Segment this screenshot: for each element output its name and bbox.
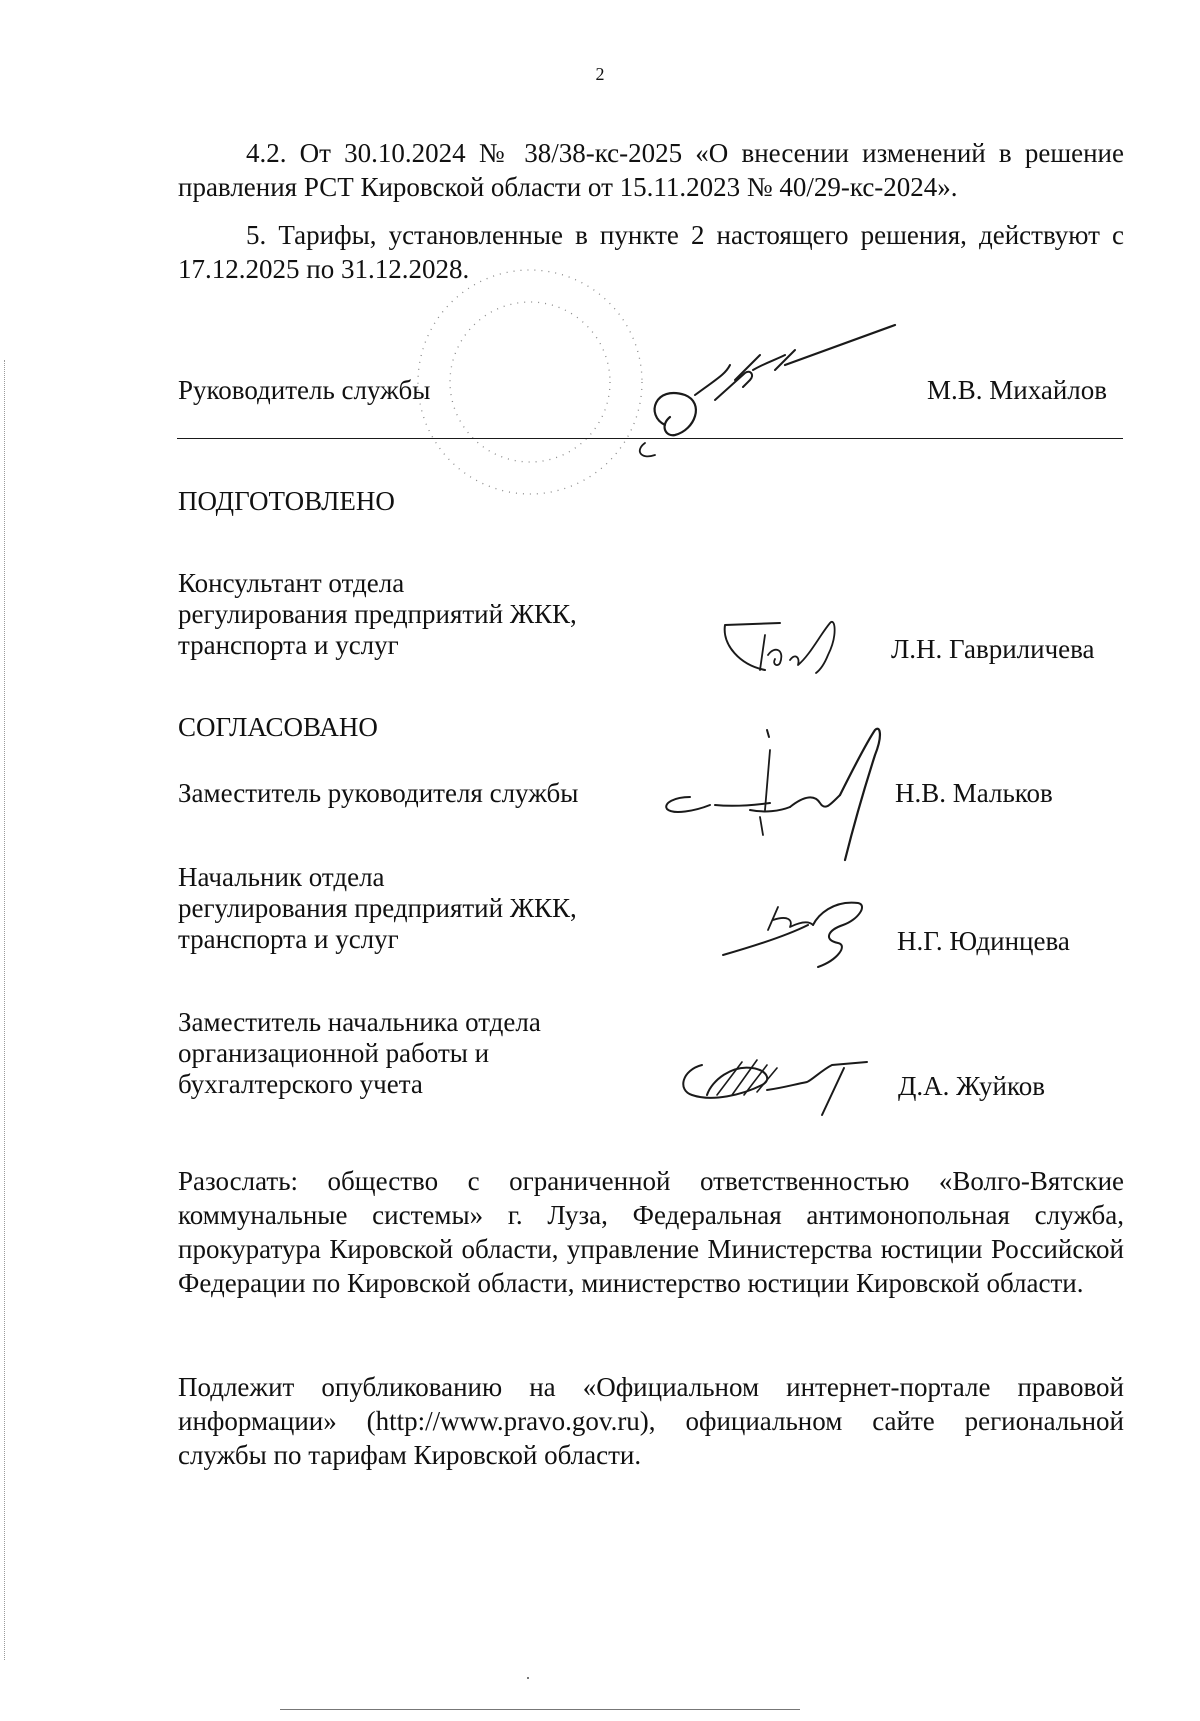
publication-note: Подлежит опубликованию на «Официальном интернет-портале правовой информации» (http://www.pravo.gov.ru), официальном сайте региональной службы по тарифам Кировской области. xyxy=(178,1372,1124,1470)
position-line: Заместитель руководителя службы xyxy=(178,778,579,808)
position-line: Начальник отдела xyxy=(178,862,385,892)
approver-3-position xyxy=(178,1007,541,1100)
prepared-name: Л.Н. Гавриличева xyxy=(891,634,1095,664)
prepared-signature xyxy=(720,615,850,685)
separator-line xyxy=(177,438,1123,439)
approver-2-signature xyxy=(718,895,878,975)
position-line: Заместитель начальника отдела xyxy=(178,1007,541,1037)
position-line: бухгалтерского учета xyxy=(178,1069,423,1099)
prepared-heading: ПОДГОТОВЛЕНО xyxy=(178,486,395,516)
head-name: М.В. Михайлов xyxy=(927,375,1108,405)
position-line: организационной работы и xyxy=(178,1038,490,1068)
stamp-impression xyxy=(410,262,650,502)
clause-4-2: 4.2. От 30.10.2024 № 38/38-кс-2025 «О внесении изменений в решение правления РСТ Кировской области от 15.11.2023 № 40/29-кс-2024». xyxy=(178,138,1124,202)
position-line: транспорта и услуг xyxy=(178,924,399,954)
approver-3-name: Д.А. Жуйков xyxy=(898,1071,1045,1101)
head-title: Руководитель службы xyxy=(178,375,431,405)
approver-1-signature xyxy=(655,725,915,875)
position-line: транспорта и услуг xyxy=(178,630,399,660)
head-signature xyxy=(625,325,895,455)
scan-edge xyxy=(4,360,5,1660)
approved-heading: СОГЛАСОВАНО xyxy=(178,712,378,742)
approver-2-name: Н.Г. Юдинцева xyxy=(897,926,1070,956)
scan-footer-edge xyxy=(280,1709,800,1710)
approver-1-name: Н.В. Мальков xyxy=(895,778,1053,808)
scan-speck xyxy=(527,1677,529,1679)
position-line: регулирования предприятий ЖКК, xyxy=(178,599,577,629)
prepared-position xyxy=(178,568,577,661)
approver-2-position xyxy=(178,862,577,955)
position-line: Консультант отдела xyxy=(178,568,405,598)
clause-5: 5. Тарифы, установленные в пункте 2 настоящего решения, действуют с 17.12.2025 по 31.12.2028. xyxy=(178,220,1124,284)
position-line: регулирования предприятий ЖКК, xyxy=(178,893,577,923)
page-number: 2 xyxy=(595,64,605,84)
approver-1-position xyxy=(178,778,578,809)
distribution-list: Разослать: общество с ограниченной ответственностью «Волго-Вятские коммунальные системы» г. Луза, Федеральная антимонопольная служба, прокуратура Кировской области, управление Министерства юстиции Российской Федерации по Кировской области, министерство юстиции Кировской области. xyxy=(178,1166,1124,1298)
approver-3-signature xyxy=(672,1040,872,1120)
